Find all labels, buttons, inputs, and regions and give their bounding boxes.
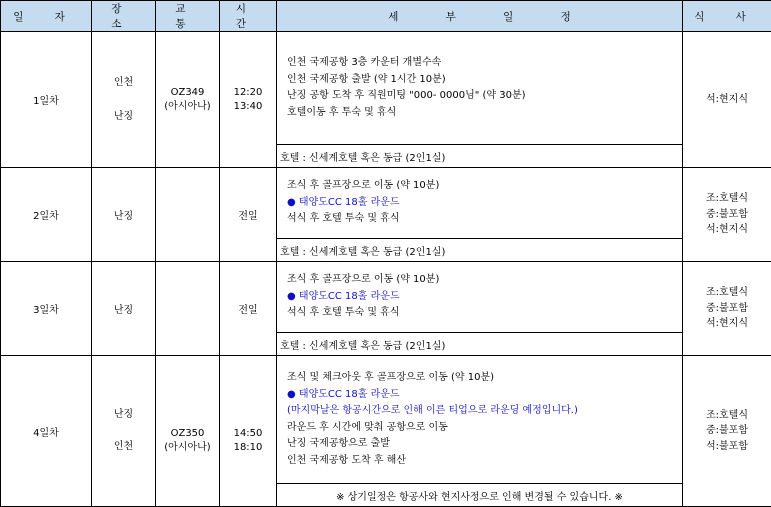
flight-number: OZ349 bbox=[156, 86, 219, 100]
place-name: 인천 bbox=[92, 439, 155, 455]
header-time: 시 간 bbox=[220, 1, 277, 32]
schedule-line-highlight: ● 태양도CC 18홀 라운드 bbox=[287, 195, 682, 212]
schedule-cell bbox=[277, 168, 683, 239]
meal-line: 석:현지식 bbox=[683, 92, 771, 108]
place-name: 난징 bbox=[92, 109, 155, 125]
schedule-cell bbox=[277, 356, 683, 484]
meal-line: 조:호텔식 bbox=[683, 408, 771, 424]
meal-line: 중:불포함 bbox=[683, 423, 771, 439]
meal-line: 중:불포함 bbox=[683, 207, 771, 223]
hotel-info: 호텔 : 신세계호텔 혹은 동급 (2인1실) bbox=[277, 239, 683, 262]
meal-line: 석:현지식 bbox=[683, 222, 771, 238]
header-meal: 식 사 bbox=[683, 1, 771, 32]
meal-line: 조:호텔식 bbox=[683, 285, 771, 301]
header-transport: 교 통 bbox=[156, 1, 220, 32]
schedule-line: 조식 후 골프장으로 이동 (약 10분) bbox=[287, 272, 682, 289]
schedule-line: 석식 후 호텔 투숙 및 휴식 bbox=[287, 305, 682, 322]
flight-number: OZ350 bbox=[156, 427, 219, 441]
day-row bbox=[1, 168, 771, 239]
transport-cell bbox=[156, 32, 220, 168]
time-cell bbox=[220, 32, 277, 168]
time-cell: 전일 bbox=[220, 168, 277, 262]
time-value: 13:40 bbox=[220, 100, 276, 114]
schedule-cell bbox=[277, 262, 683, 333]
schedule-line: 라운드 후 시간에 맞춰 공항으로 이동 bbox=[287, 420, 682, 437]
meal-cell bbox=[683, 32, 771, 168]
schedule-line: 난징 국제공항으로 출발 bbox=[287, 436, 682, 453]
time-value: 12:20 bbox=[220, 86, 276, 100]
airline-name: (아시아나) bbox=[156, 441, 219, 455]
header-schedule: 세 부 일 정 bbox=[277, 1, 683, 32]
header-place: 장 소 bbox=[92, 1, 156, 32]
airline-name: (아시아나) bbox=[156, 100, 219, 114]
schedule-line: 조식 및 체크아웃 후 골프장으로 이동 (약 10분) bbox=[287, 370, 682, 387]
header-day: 일 자 bbox=[1, 1, 92, 32]
transport-cell bbox=[156, 262, 220, 356]
day-cell: 1일차 bbox=[1, 32, 92, 168]
day-cell: 3일차 bbox=[1, 262, 92, 356]
schedule-line: 석식 후 호텔 투숙 및 휴식 bbox=[287, 211, 682, 228]
meal-line: 중:불포함 bbox=[683, 301, 771, 317]
transport-cell bbox=[156, 168, 220, 262]
place-cell: 난징 bbox=[92, 168, 156, 262]
place-cell bbox=[92, 356, 156, 507]
meal-line: 조:호텔식 bbox=[683, 191, 771, 207]
meal-cell bbox=[683, 262, 771, 356]
day-cell: 2일차 bbox=[1, 168, 92, 262]
day-row bbox=[1, 356, 771, 484]
meal-cell bbox=[683, 168, 771, 262]
time-value: 18:10 bbox=[220, 441, 276, 455]
schedule-line-highlight: (마지막날은 항공시간으로 인해 이른 티업으로 라운딩 예정입니다.) bbox=[287, 403, 682, 420]
meal-line: 석:불포함 bbox=[683, 439, 771, 455]
schedule-line-highlight: ● 태양도CC 18홀 라운드 bbox=[287, 387, 682, 404]
transport-cell bbox=[156, 356, 220, 507]
time-cell: 전일 bbox=[220, 262, 277, 356]
schedule-notice: ※ 상기일정은 항공사와 현지사정으로 인해 변경될 수 있습니다. ※ bbox=[277, 484, 683, 507]
hotel-info: 호텔 : 신세계호텔 혹은 동급 (2인1실) bbox=[277, 333, 683, 356]
schedule-line-highlight: ● 태양도CC 18홀 라운드 bbox=[287, 289, 682, 306]
hotel-info: 호텔 : 신세계호텔 혹은 동급 (2인1실) bbox=[277, 145, 683, 168]
place-cell bbox=[92, 32, 156, 168]
place-cell: 난징 bbox=[92, 262, 156, 356]
schedule-line: 조식 후 골프장으로 이동 (약 10분) bbox=[287, 178, 682, 195]
place-name: 인천 bbox=[92, 75, 155, 91]
header-row bbox=[1, 1, 771, 32]
day-row bbox=[1, 32, 771, 145]
schedule-line: 인천 국제공항 도착 후 해산 bbox=[287, 453, 682, 470]
day-row bbox=[1, 262, 771, 333]
time-cell bbox=[220, 356, 277, 507]
place-name: 난징 bbox=[92, 407, 155, 423]
schedule-cell bbox=[277, 32, 683, 145]
schedule-line: 난징 공항 도착 후 직원미팅 "000- 0000님" (약 30분) bbox=[287, 88, 682, 105]
meal-line: 석:현지식 bbox=[683, 316, 771, 332]
day-cell: 4일차 bbox=[1, 356, 92, 507]
schedule-line: 인천 국제공항 3층 카운터 개별수속 bbox=[287, 55, 682, 72]
time-value: 14:50 bbox=[220, 427, 276, 441]
schedule-line: 호텔이동 후 투숙 및 휴식 bbox=[287, 105, 682, 122]
meal-cell bbox=[683, 356, 771, 507]
schedule-line: 인천 국제공항 출발 (약 1시간 10분) bbox=[287, 72, 682, 89]
